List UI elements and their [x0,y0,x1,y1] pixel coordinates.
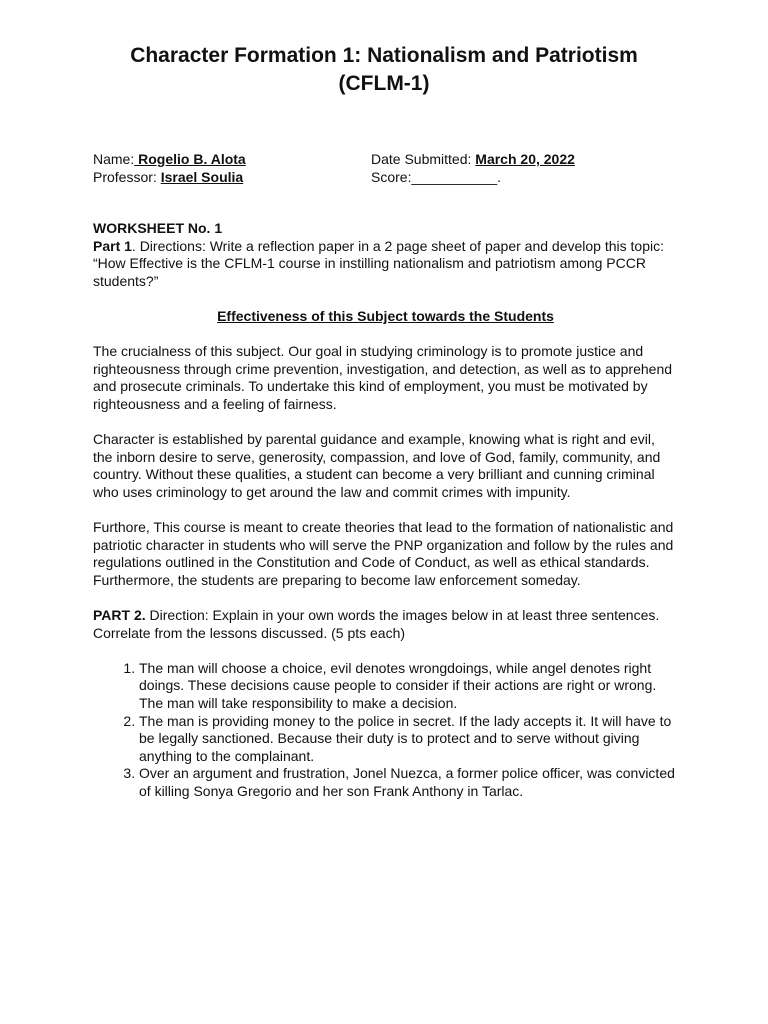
date-label: Date Submitted: [371,151,476,167]
info-row-2 [93,168,693,186]
answer-list [93,660,678,801]
score-value: ___________. [411,169,502,185]
paragraph: The crucialness of this subject. Our goal in studying criminology is to promote justice and righteousness through crime prevention, investigation, and detection, as well as to apprehend and prosecute criminals. To undertake this kind of employment, you must be motivated by righteousness and a feeling of fairness. [93,343,673,412]
date-field [371,150,575,168]
title-line-2: (CFLM-1) [338,72,430,95]
professor-field [93,168,371,186]
section-subheading: Effectiveness of this Subject towards the Students [217,307,554,324]
title-line-1: Character Formation 1: Nationalism and Patriotism [130,44,638,67]
student-info [93,150,693,186]
date-value: March 20, 2022 [475,151,575,167]
part2-text: Direction: Explain in your own words the images below in at least three sentences. Correlate from the lessons discussed. (5 pts each) [93,607,660,641]
part1-label: Part 1 [93,237,132,254]
info-row-1 [93,150,693,168]
paragraph: Furthore, This course is meant to create theories that lead to the formation of nationalistic and patriotic character in students who will serve the PNP organization and follow by the rules and regulations outlined in the Constitution and Code of Conduct, as well as ethical standards. Furthermore, the students are preparing to become law enforcement someday. [93,519,674,588]
name-label: Name: [93,151,135,167]
score-label: Score: [371,169,412,185]
list-item: 3. Over an argument and frustration, Jonel Nuezca, a former police officer, was convicted of killing Sonya Gregorio and her son Frank Anthony in Tarlac. [139,765,678,800]
document-title [0,42,768,98]
professor-value: Israel Soulia [160,169,244,185]
professor-label: Professor: [93,169,161,185]
worksheet-heading: WORKSHEET No. 1 [93,220,223,236]
name-value: Rogelio B. Alota [134,151,246,167]
name-field [93,150,371,168]
part2-directions [93,607,678,642]
part2-label: PART 2. [93,607,146,624]
list-item: 1. The man will choose a choice, evil denotes wrongdoings, while angel denotes right doings. These decisions cause people to consider if their actions are right or wrong. The man will take responsibility to make a decision. [139,660,678,713]
score-field [371,168,501,186]
part1-directions [93,238,678,291]
list-item: 2. The man is providing money to the police in secret. If the lady accepts it. It will have to be legally sanctioned. Because their duty is to protect and to serve without giving anything to the complainant. [139,713,678,766]
document-body [93,220,678,801]
paragraph: Character is established by parental guidance and example, knowing what is right and evil, the inborn desire to serve, generosity, compassion, and love of God, family, community, and country. Without these qualities, a student can become a very brilliant and cunning criminal who uses criminology to get around the law and commit crimes with impunity. [93,431,661,500]
part1-text: . Directions: Write a reflection paper in a 2 page sheet of paper and develop this topic: “How Effective is the CFLM-1 course in instilling nationalism and patriotism among PCCR students?” [93,237,664,289]
